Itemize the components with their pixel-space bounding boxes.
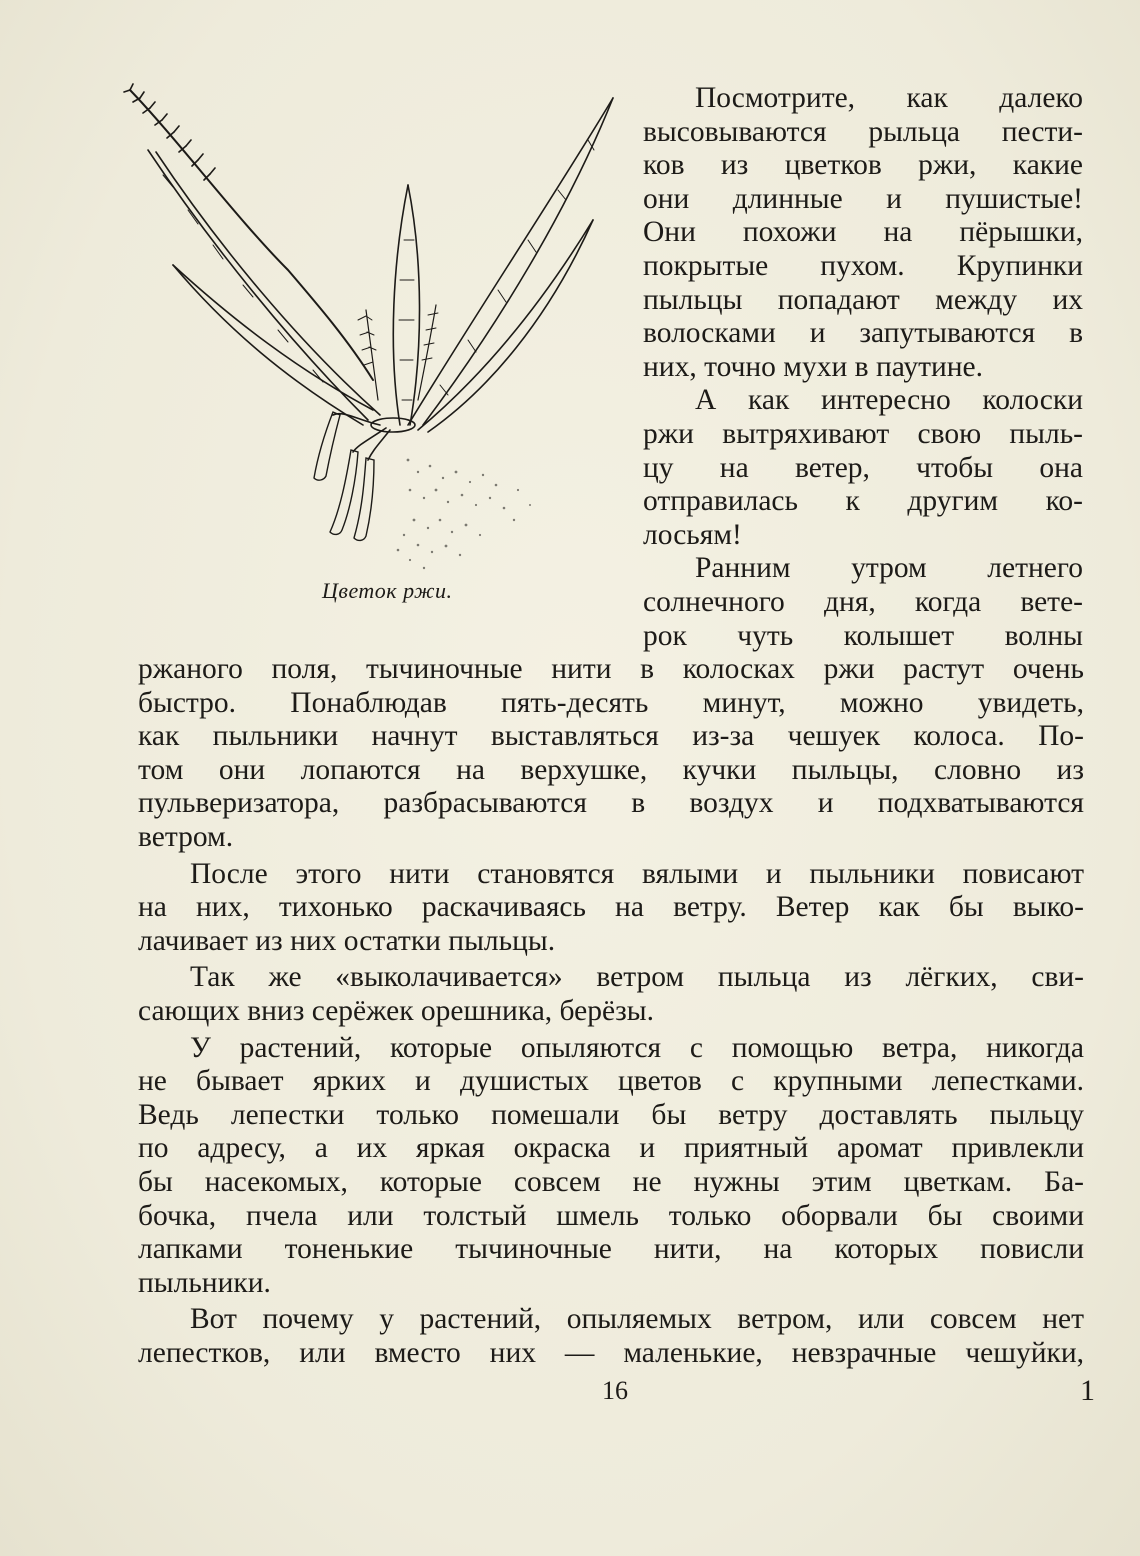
- text-line: сающих вниз серёжек орешника, берёзы.: [138, 994, 654, 1027]
- text-line: Так же «выколачивается» ветром пыльца из лёгких, сви-: [190, 961, 1084, 994]
- text-line: пыльцы попадают между их: [643, 283, 1083, 316]
- signature-mark: 1: [1080, 1374, 1095, 1407]
- text-line: пыльники.: [138, 1266, 271, 1299]
- text-line: отправилась к другим ко-: [643, 485, 1083, 518]
- figure-caption: Цветок ржи.: [322, 578, 453, 603]
- text-line: цу на ветер, чтобы она: [643, 451, 1083, 484]
- text-line: на них, тихонько раскачиваясь на ветру. Ветер как бы выко-: [138, 891, 1084, 924]
- text-line: солнечного дня, когда вете-: [643, 585, 1083, 618]
- page-number: 16: [602, 1376, 628, 1405]
- text-line: лапками тоненькие тычиночные нити, на которых повисли: [138, 1233, 1084, 1266]
- text-line: А как интересно колоски: [695, 384, 1083, 417]
- full-width-text: [138, 653, 1084, 1370]
- text-line: покрытые пухом. Крупинки: [643, 249, 1083, 282]
- text-line: быстро. Понаблюдав пять-десять минут, можно увидеть,: [138, 686, 1084, 719]
- rye-flower-drawing: [118, 80, 628, 580]
- text-line: рок чуть колышет волны: [643, 619, 1083, 652]
- text-line: волосками и запутываются в: [643, 317, 1083, 350]
- text-line: них, точно мухи в паутине.: [643, 350, 984, 383]
- text-line: лепестков, или вместо них — маленькие, невзрачные чешуйки,: [138, 1336, 1084, 1369]
- text-line: бы насекомых, которые совсем не нужны этим цветкам. Ба-: [138, 1165, 1084, 1198]
- text-line: Ведь лепестки только помешали бы ветру доставлять пыльцу: [138, 1098, 1084, 1131]
- text-line: ков из цветков ржи, какие: [643, 149, 1083, 182]
- text-line: ветром.: [138, 820, 234, 853]
- text-line: лосьям!: [643, 518, 742, 551]
- text-line: Вот почему у растений, опыляемых ветром, или совсем нет: [190, 1303, 1084, 1336]
- text-line: Ранним утром летнего: [695, 552, 1083, 585]
- text-line: они длинные и пушистые!: [643, 182, 1083, 215]
- text-line: ржаного поля, тычиночные нити в колосках ржи растут очень: [138, 653, 1084, 685]
- text-line: том они лопаются на верхушке, кучки пыльцы, словно из: [138, 753, 1084, 786]
- text-line: как пыльники начнут выставляться из-за чешуек колоса. По-: [138, 720, 1084, 753]
- text-line: высовываются рыльца пести-: [643, 115, 1083, 148]
- text-line: лачивает из них остатки пыльцы.: [138, 924, 556, 957]
- rye-flower-illustration: [118, 80, 628, 640]
- text-line: После этого нити становятся вялыми и пыльники повисают: [190, 857, 1084, 890]
- text-line: Посмотрите, как далеко: [695, 82, 1083, 114]
- text-line: ржи вытряхивают свою пыль-: [643, 417, 1083, 450]
- text-line: пульверизатора, разбрасываются в воздух и подхватываются: [138, 787, 1084, 820]
- text-line: по адресу, а их яркая окраска и приятный аромат привлекли: [138, 1132, 1084, 1165]
- text-line: бочка, пчела или толстый шмель только оборвали бы своими: [138, 1199, 1084, 1232]
- text-line: Они похожи на пёрышки,: [643, 216, 1083, 249]
- text-line: У растений, которые опыляются с помощью ветра, никогда: [190, 1031, 1084, 1064]
- text-line: не бывает ярких и душистых цветов с крупными лепестками.: [138, 1065, 1084, 1098]
- right-text-column: [643, 82, 1083, 653]
